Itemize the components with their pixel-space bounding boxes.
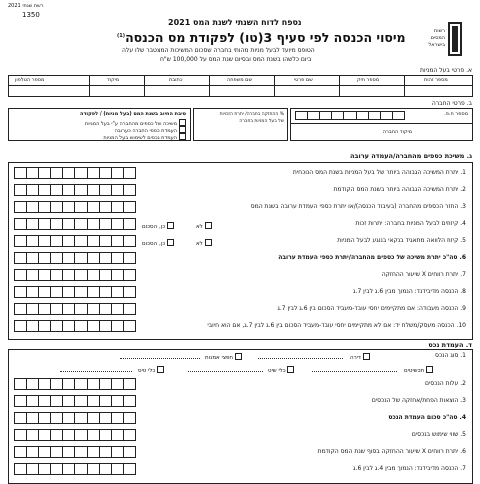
- company-number-field[interactable]: [295, 111, 405, 120]
- col-first-name: שם פרטי: [294, 77, 313, 83]
- d-row-amount-field[interactable]: [14, 463, 136, 475]
- c-row-label: 9. הכנסה מעבודה: אם מתקיימים יחסי עובד-מעביד הסכום בין 6.ג לבין 7.ג: [277, 305, 466, 312]
- logo-text-2: המסים: [430, 35, 445, 41]
- intro-line-2: ביום כלשהו בשנת המס ובסיום שנת המס על 100,000 ש"ח: [160, 56, 312, 63]
- c-yes-option[interactable]: [142, 238, 174, 247]
- col-last-name: שם משפחה: [227, 77, 253, 83]
- company-number-label: מספר ח.פ.: [444, 111, 468, 117]
- d-row-amount-field[interactable]: [14, 378, 136, 390]
- charge-reason-box: [8, 108, 191, 141]
- c-row-label: 7. יתרת רווחים X שיעור ההחזקה: [381, 271, 466, 278]
- yes-label: כן, הסכום: [142, 241, 166, 247]
- c-row-amount-field[interactable]: [14, 218, 136, 230]
- reason-3[interactable]: העמדת נכסים לשימוש בעל המניות: [103, 132, 186, 141]
- c-row-label: 8. הכנסה מדיבידנד: הנמוך מבין 6.ג לבין 7.ג: [353, 288, 466, 295]
- shareholder-input-row[interactable]: [9, 86, 472, 97]
- d-row-amount-field[interactable]: [14, 429, 136, 441]
- c-row-amount-field[interactable]: [14, 269, 136, 281]
- reason-2[interactable]: העמדת כספי החברה כערובה: [115, 125, 186, 134]
- company-address-label: מיקוד החברה: [382, 129, 412, 135]
- c-row-label: 6. סה"כ יתרת משיכה של כספים מהחברה/יתרת כספי העמדת ערובה: [278, 254, 466, 261]
- asset-type-aircraft[interactable]: כלי טיס: [138, 365, 164, 374]
- d-row-label: 7. הכנסה מדיבידנד: הנמוך מבין 4.ג לבין 6.ג: [353, 465, 466, 472]
- c-row-label: 2. יתרת המשיכה הגבוהה ביותר בשנת המס הקודמת: [333, 186, 466, 193]
- d-row-label: 5. שווי שימוש בנכסים: [411, 431, 466, 438]
- c-yes-option[interactable]: [142, 221, 174, 230]
- shareholder-details-table: [8, 75, 473, 97]
- charge-reason-title: סיבת החיוב בשנת המס (בעל מניות) / לפקודה: [80, 111, 186, 117]
- col-id-number: מספר זהות: [424, 77, 448, 83]
- col-address: כתובת: [169, 77, 183, 83]
- logo-text-1: רשות: [433, 28, 445, 34]
- col-file-number: מספר תיק: [357, 77, 380, 83]
- c-row-label: 1. יתרת המשיכה הגבוהה ביותר של בעל המניות בשנת המס הנוכחית: [292, 169, 466, 176]
- section-c-heading: ג. משיכת כספים מהחברה/העמדה ערובה: [350, 152, 472, 160]
- c-row-amount-field[interactable]: [14, 184, 136, 196]
- asset-type-jewelry[interactable]: תכשיטים: [404, 365, 433, 374]
- d-row-amount-field[interactable]: [14, 446, 136, 458]
- c-row-amount-field[interactable]: [14, 252, 136, 264]
- d-row-label: 6. יתרת רווחים X שיעור ההחזקה בסוף שנת המס הקודמת: [317, 448, 466, 455]
- intro-line-1: הטופס מיועד לבעל מניות מהותי בחברה שסכום המשיכות המצטבר שלו עלה: [122, 47, 315, 54]
- c-row-amount-field[interactable]: [14, 286, 136, 298]
- section-a-heading: א. פרטי בעל המניות: [420, 67, 472, 74]
- c-row-amount-field[interactable]: [14, 235, 136, 247]
- c-row-amount-field[interactable]: [14, 167, 136, 179]
- logo-text-3: בישראל: [428, 42, 445, 48]
- c-no-option[interactable]: [196, 221, 212, 230]
- section-b-heading: ב. פרטי החברה: [431, 100, 472, 107]
- no-label: לא: [196, 224, 203, 230]
- section-d-heading: ד. העמדת נכס: [428, 341, 472, 349]
- form-number: 1350: [22, 11, 40, 19]
- yes-label: כן, הסכום: [142, 224, 166, 230]
- company-details-box: [290, 108, 473, 141]
- c-row-amount-field[interactable]: [14, 320, 136, 332]
- asset-type-apartment[interactable]: דירה: [350, 352, 370, 361]
- c-row-label: 3. החזר הכספים מהחברה (בעיבוד הכנסה)/או יתרת כספי העמדת ערובה בשנת המס: [250, 203, 466, 210]
- form-year-tag: רשת שנתי 2021: [8, 3, 44, 9]
- c-row-amount-field[interactable]: [14, 201, 136, 213]
- main-title: מיסוי הכנסה לפי סעיף 3(טו) לפקודת מס הכנסה$^{(1)}$: [117, 30, 406, 45]
- asset-type-art[interactable]: חפצי אמנות: [205, 352, 242, 361]
- c-no-option[interactable]: [196, 238, 212, 247]
- d-row-label: 4. סה"כ סכום העמדת הנכס: [388, 414, 466, 421]
- d-row-amount-field[interactable]: [14, 395, 136, 407]
- col-zip: מיקוד: [107, 77, 120, 83]
- asset-type-vessel[interactable]: כלי שיט: [268, 365, 294, 374]
- reason-1[interactable]: משיכה של כספים מהחברה ע"י בעל המניות: [85, 118, 186, 127]
- tax-authority-logo: [420, 22, 462, 60]
- d-row-amount-field[interactable]: [14, 412, 136, 424]
- d-row-label: 3. הוצאות הפחת/אחזקה של הנכסים: [371, 397, 466, 404]
- c-row-label: 10. הכנסה מעסק/משלח יד: אם לא מתקיימים יחסי עובד-מעביד הסכום בין 6.ג לבין 7.ג, אם הוא חיובי: [207, 322, 466, 329]
- appendix-title: נספח לדוח השנתי לשנת המס 2021: [168, 18, 302, 27]
- no-label: לא: [196, 241, 203, 247]
- d-row-label: 2. עלות הנכסים: [424, 380, 466, 387]
- c-row-label: 5. קיזוז הלוואה מתאגיד בנקאי בנוגע לבעל המניות: [337, 237, 466, 244]
- holding-percent-sub: של בעל המניות בחברה: [239, 119, 284, 124]
- holding-percent-box: [193, 108, 288, 141]
- col-phone: מספר הטלפון: [15, 77, 45, 83]
- asset-type-label: 1. סוג הנכס: [435, 352, 466, 359]
- c-row-amount-field[interactable]: [14, 303, 136, 315]
- holding-percent-label: % ההחזקה בחברה/ יתרת הזכויות: [219, 112, 284, 117]
- c-row-label: 4. קיזוזים לבעל המניות בחברה: יתרות זכות: [355, 220, 466, 227]
